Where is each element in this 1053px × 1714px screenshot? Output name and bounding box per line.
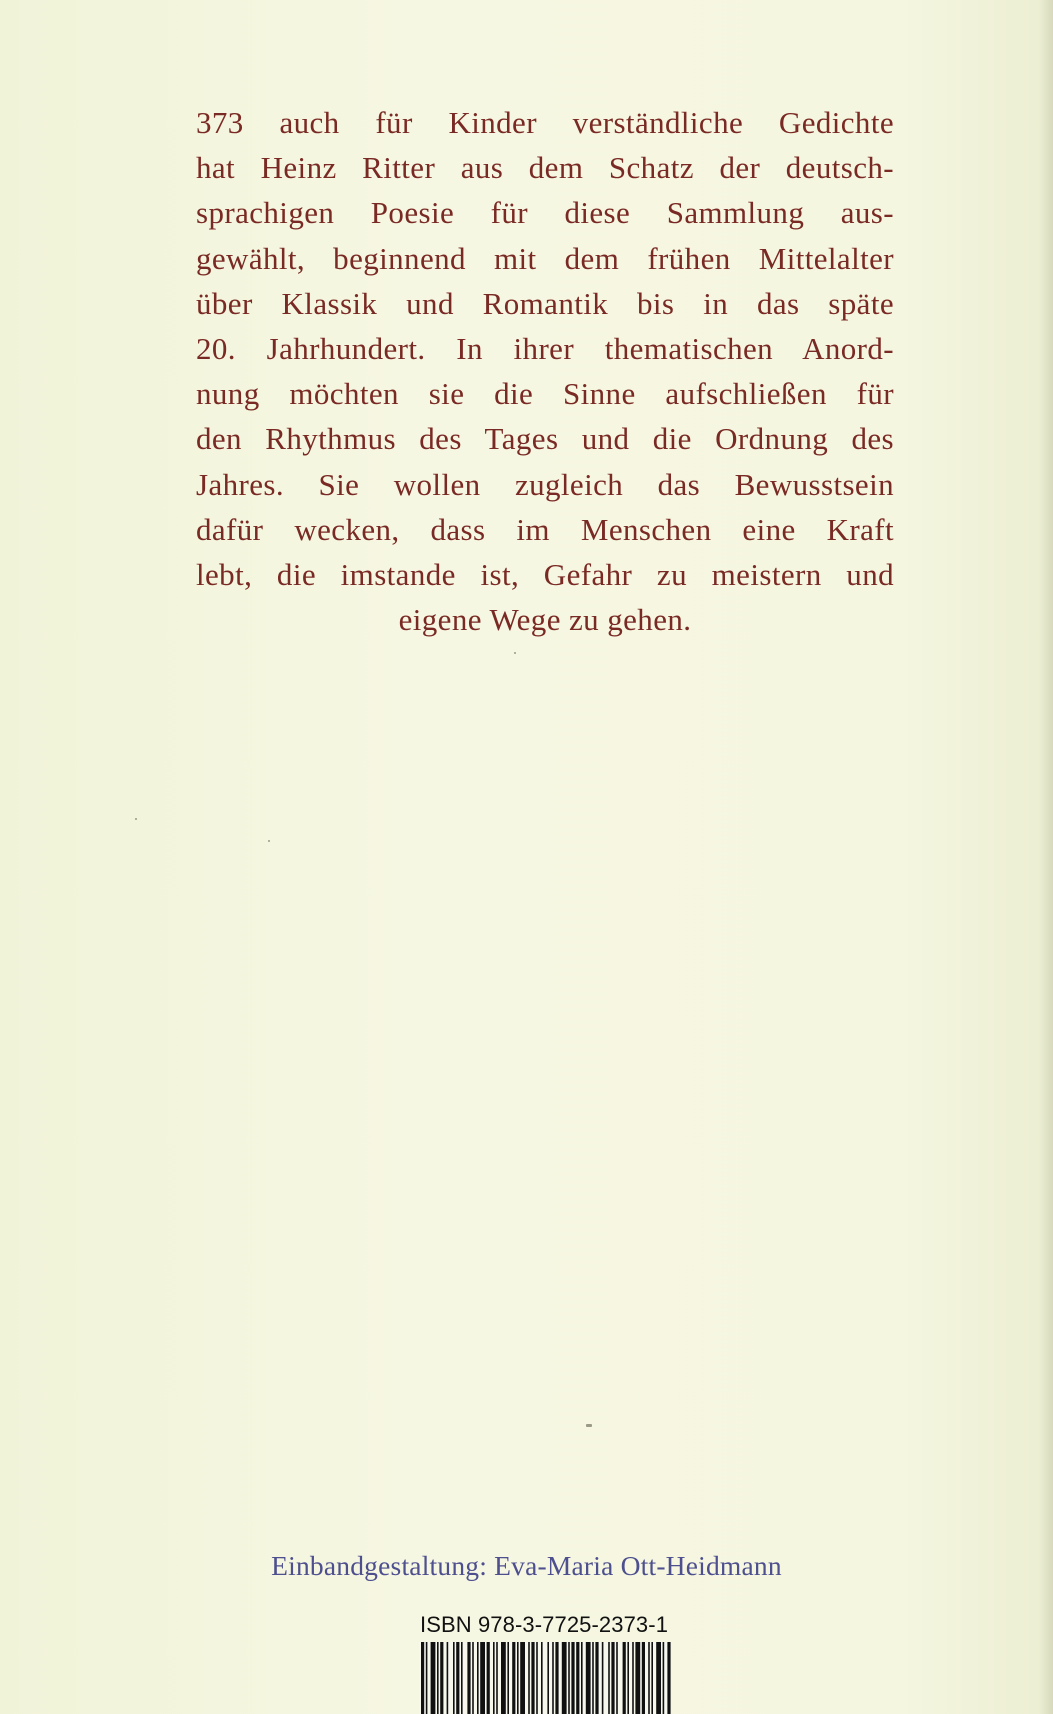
barcode-bar xyxy=(440,1642,443,1714)
blurb-line: Jahres. Sie wollen zugleich das Bewusstsein xyxy=(196,466,894,502)
barcode-bar xyxy=(421,1642,424,1714)
blurb-line: 373 auch für Kinder verständliche Gedichte xyxy=(196,105,894,140)
barcode-bar xyxy=(501,1642,506,1714)
barcode-bar xyxy=(547,1642,549,1714)
barcode-bar xyxy=(528,1642,530,1714)
barcode-bar xyxy=(648,1642,650,1714)
barcode-bar xyxy=(623,1642,626,1714)
blurb-line: lebt, die imstande ist, Gefahr zu meistern und xyxy=(196,557,894,593)
barcode-bar xyxy=(487,1642,490,1714)
barcode-bar xyxy=(592,1642,594,1714)
paper-speck xyxy=(514,652,516,654)
blurb-line: hat Heinz Ritter aus dem Schatz der deutsch- xyxy=(196,150,894,186)
barcode-bar xyxy=(467,1642,470,1714)
isbn-label: ISBN 978-3-7725-2373-1 xyxy=(420,1612,669,1637)
barcode-bar xyxy=(541,1642,543,1714)
barcode-bar xyxy=(586,1642,591,1714)
barcode xyxy=(419,1642,671,1714)
barcode-bar xyxy=(635,1642,640,1714)
barcode-bar xyxy=(568,1642,570,1714)
barcode-bar xyxy=(602,1642,604,1714)
barcode-bar xyxy=(611,1642,614,1714)
barcode-bar xyxy=(496,1642,498,1714)
barcode-bar xyxy=(642,1642,645,1714)
blurb-line: über Klassik und Romantik bis in das späte xyxy=(196,285,894,321)
barcode-bar xyxy=(512,1642,515,1714)
blurb-line: gewählt, beginnend mit dem frühen Mittelalter xyxy=(196,240,894,276)
barcode-bar xyxy=(656,1642,661,1714)
barcode-bar xyxy=(576,1642,579,1714)
barcode-bar xyxy=(581,1642,583,1714)
barcode-bar xyxy=(608,1642,610,1714)
barcode-bar xyxy=(493,1642,495,1714)
barcode-bar xyxy=(480,1642,485,1714)
barcode-bar xyxy=(663,1642,665,1714)
barcode-bar xyxy=(431,1642,436,1714)
barcode-bar xyxy=(616,1642,618,1714)
blurb-line: nung möchten sie die Sinne aufschließen für xyxy=(196,376,894,412)
barcode-bar xyxy=(426,1642,428,1714)
paper-speck xyxy=(586,1424,592,1427)
cover-edge-shadow xyxy=(1039,0,1053,1714)
cover-design-credit: Einbandgestaltung: Eva-Maria Ott-Heidmann xyxy=(271,1550,782,1581)
barcode-bar xyxy=(555,1642,558,1714)
barcode-bar xyxy=(627,1642,629,1714)
barcode-bar xyxy=(571,1642,574,1714)
barcode-bar xyxy=(536,1642,538,1714)
barcode-bar xyxy=(667,1642,670,1714)
paper-speck xyxy=(135,818,137,820)
blurb-text xyxy=(196,100,894,642)
barcode-bar xyxy=(531,1642,534,1714)
blurb-line: den Rhythmus des Tages und die Ordnung des xyxy=(196,421,894,457)
barcode-bar xyxy=(472,1642,474,1714)
barcode-bar xyxy=(595,1642,598,1714)
barcode-graphic xyxy=(419,1642,671,1714)
barcode-bar xyxy=(562,1642,567,1714)
blurb-line-last: eigene Wege zu gehen. xyxy=(398,602,692,638)
blurb-line: sprachigen Poesie für diese Sammlung aus- xyxy=(196,195,894,231)
barcode-bar xyxy=(517,1642,519,1714)
barcode-bar xyxy=(552,1642,554,1714)
barcode-bar xyxy=(447,1642,449,1714)
blurb-line: dafür wecken, dass im Menschen eine Kraft xyxy=(196,511,894,547)
barcode-bar xyxy=(461,1642,463,1714)
barcode-bar xyxy=(632,1642,634,1714)
barcode-bar xyxy=(456,1642,459,1714)
barcode-bar xyxy=(453,1642,455,1714)
paper-speck xyxy=(268,840,270,842)
barcode-bar xyxy=(651,1642,653,1714)
barcode-bar xyxy=(477,1642,479,1714)
barcode-bar xyxy=(437,1642,439,1714)
barcode-bar xyxy=(507,1642,509,1714)
barcode-bar xyxy=(520,1642,525,1714)
blurb-line: 20. Jahrhundert. In ihrer thematischen Anord- xyxy=(196,331,894,367)
